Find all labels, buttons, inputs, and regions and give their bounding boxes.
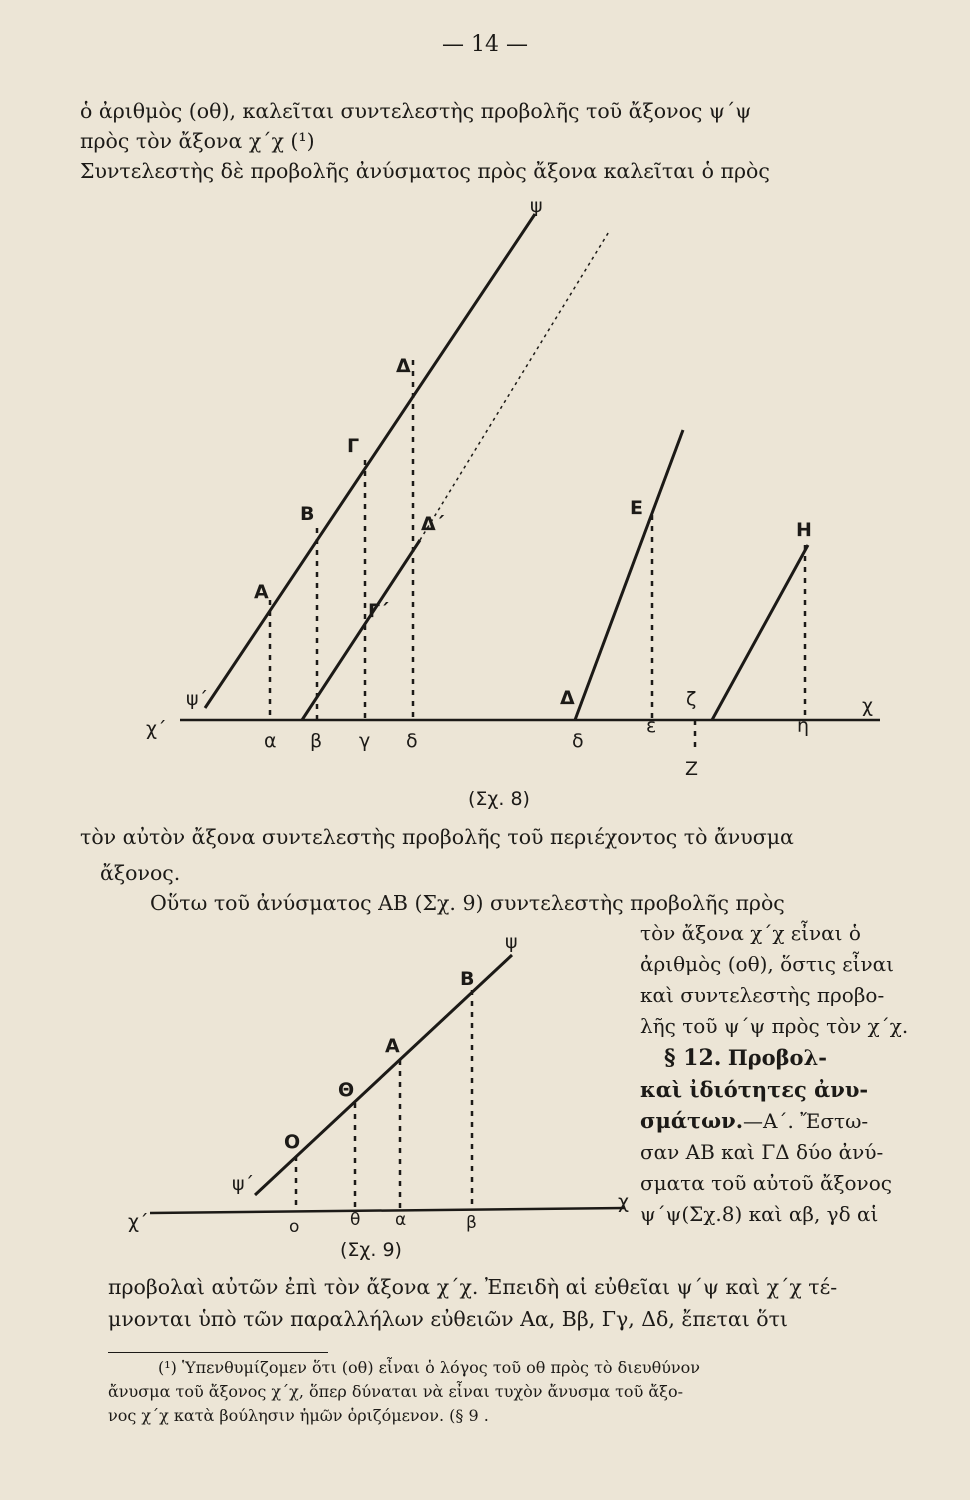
label-A: Α bbox=[385, 1035, 400, 1057]
right-line: ἀριθμὸς (οθ), ὅστις εἶναι bbox=[640, 952, 895, 976]
x-axis bbox=[150, 1208, 625, 1213]
label-H: Η bbox=[796, 519, 812, 541]
label-chi-prime: χ΄ bbox=[128, 1211, 149, 1233]
label-G: Γ bbox=[347, 435, 360, 457]
footnote-line: ἄνυσμα τοῦ ἄξονος χ΄χ, ὅπερ δύναται νὰ εἶναι τυχὸν ἄνυσμα τοῦ ἄξο- bbox=[108, 1382, 684, 1401]
section-number: § 12. bbox=[664, 1045, 722, 1071]
label-A: Α bbox=[254, 581, 269, 603]
label-zeta: ζ bbox=[686, 688, 697, 710]
faint-line bbox=[420, 230, 610, 540]
right-line: ψ΄ψ(Σχ.8) καὶ αβ, γδ αἱ bbox=[640, 1202, 879, 1226]
psi-axis bbox=[255, 955, 512, 1195]
paragraph-line: τὸν αὐτὸν ἄξονα συντελεστὴς προβολῆς τοῦ περιέχοντος τὸ ἄνυσμα bbox=[80, 825, 794, 849]
vector-line bbox=[575, 430, 683, 720]
psi-axis bbox=[205, 214, 535, 708]
paragraph-line: προβολαὶ αὐτῶν ἐπὶ τὸν ἄξονα χ΄χ. Ἐπειδὴ αἱ εὐθεῖαι ψ΄ψ καὶ χ΄χ τέ- bbox=[108, 1275, 838, 1299]
vector-line bbox=[712, 545, 808, 720]
figure-8-caption: (Σχ. 8) bbox=[468, 788, 530, 810]
section-title: καὶ ἰδιότητες ἀνυ- bbox=[640, 1077, 869, 1102]
label-psi-prime: ψ΄ bbox=[186, 688, 209, 710]
paragraph-line: Συντελεστὴς δὲ προβολῆς ἀνύσματος πρὸς ἄξονα καλεῖται ὁ πρὸς bbox=[80, 159, 770, 183]
label-B: Β bbox=[460, 968, 475, 990]
footnote bbox=[108, 1356, 938, 1428]
label-D: Δ bbox=[396, 355, 411, 377]
label-b: β bbox=[310, 730, 323, 752]
label-O: Ο bbox=[284, 1131, 301, 1153]
section-heading-line bbox=[640, 1042, 940, 1074]
label-Z: Ζ bbox=[685, 758, 699, 780]
label-B: Β bbox=[300, 503, 315, 525]
right-line: τὸν ἄξονα χ΄χ εἶναι ὁ bbox=[640, 921, 861, 945]
label-theta: θ bbox=[350, 1210, 361, 1230]
label-chi-prime: χ΄ bbox=[146, 718, 167, 740]
right-line: σαν ΑΒ καὶ ΓΔ δύο ἀνύ- bbox=[640, 1140, 884, 1164]
label-eta: η bbox=[797, 715, 810, 737]
paragraph-line: μνονται ὑπὸ τῶν παραλλήλων εὐθειῶν Αα, Ββ, Γγ, Δδ, ἔπεται ὅτι bbox=[108, 1307, 788, 1331]
label-d: δ bbox=[406, 730, 418, 752]
right-column bbox=[640, 918, 940, 1230]
label-chi: χ bbox=[862, 695, 873, 717]
label-E: Ε bbox=[630, 497, 643, 519]
footnote-line: νος χ΄χ κατὰ βούλησιν ἡμῶν ὁριζόμενον. (§ 9 . bbox=[108, 1406, 489, 1425]
section-body-start: —Α΄. Ἔστω- bbox=[743, 1109, 869, 1133]
right-line: λῆς τοῦ ψ΄ψ πρὸς τὸν χ΄χ. bbox=[640, 1014, 909, 1038]
label-psi: ψ bbox=[505, 931, 518, 953]
label-Theta: Θ bbox=[338, 1079, 355, 1101]
section-heading-line bbox=[640, 1105, 940, 1137]
section-title: Προβολ- bbox=[727, 1045, 828, 1070]
label-G-prime: Γ΄ bbox=[368, 600, 389, 622]
right-line: καὶ συντελεστὴς προβο- bbox=[640, 983, 885, 1007]
label-g: γ bbox=[359, 730, 371, 752]
right-line: σματα τοῦ αὐτοῦ ἄξονος bbox=[640, 1171, 892, 1195]
paragraph-line: πρὸς τὸν ἄξονα χ΄χ (¹) bbox=[80, 129, 315, 153]
section-title: σμάτων. bbox=[640, 1108, 744, 1133]
label-b: β bbox=[466, 1213, 477, 1233]
label-a: α bbox=[264, 730, 277, 752]
paragraph-line: Οὕτω τοῦ ἀνύσματος ΑΒ (Σχ. 9) συντελεστὴς προβολῆς πρὸς bbox=[150, 891, 785, 915]
label-psi: ψ bbox=[530, 195, 543, 217]
footnote-line: (¹) Ὑπενθυμίζομεν ὅτι (οθ) εἶναι ὁ λόγος τοῦ οθ πρὸς τὸ διευθύνον bbox=[158, 1358, 701, 1377]
label-D-prime: Δ΄ bbox=[421, 513, 445, 535]
label-Delta-base: Δ bbox=[560, 687, 575, 709]
page-number: — 14 — bbox=[442, 32, 528, 57]
label-d2: δ bbox=[572, 730, 584, 752]
paragraph-line: ἄξονος. bbox=[100, 861, 181, 885]
figure-9-caption: (Σχ. 9) bbox=[340, 1239, 402, 1260]
vector-line bbox=[302, 540, 420, 720]
label-e: ε bbox=[646, 715, 657, 737]
footnote-rule bbox=[108, 1352, 328, 1353]
label-o: ο bbox=[289, 1217, 300, 1237]
paragraph-line: ὁ ἀριθμὸς (οθ), καλεῖται συντελεστὴς προβολῆς τοῦ ἄξονος ψ΄ψ bbox=[80, 99, 752, 123]
figure-8 bbox=[0, 180, 970, 820]
label-chi: χ bbox=[618, 1191, 629, 1213]
label-a: α bbox=[395, 1210, 407, 1230]
label-psi-prime: ψ΄ bbox=[232, 1173, 255, 1195]
figure-9 bbox=[100, 920, 640, 1260]
